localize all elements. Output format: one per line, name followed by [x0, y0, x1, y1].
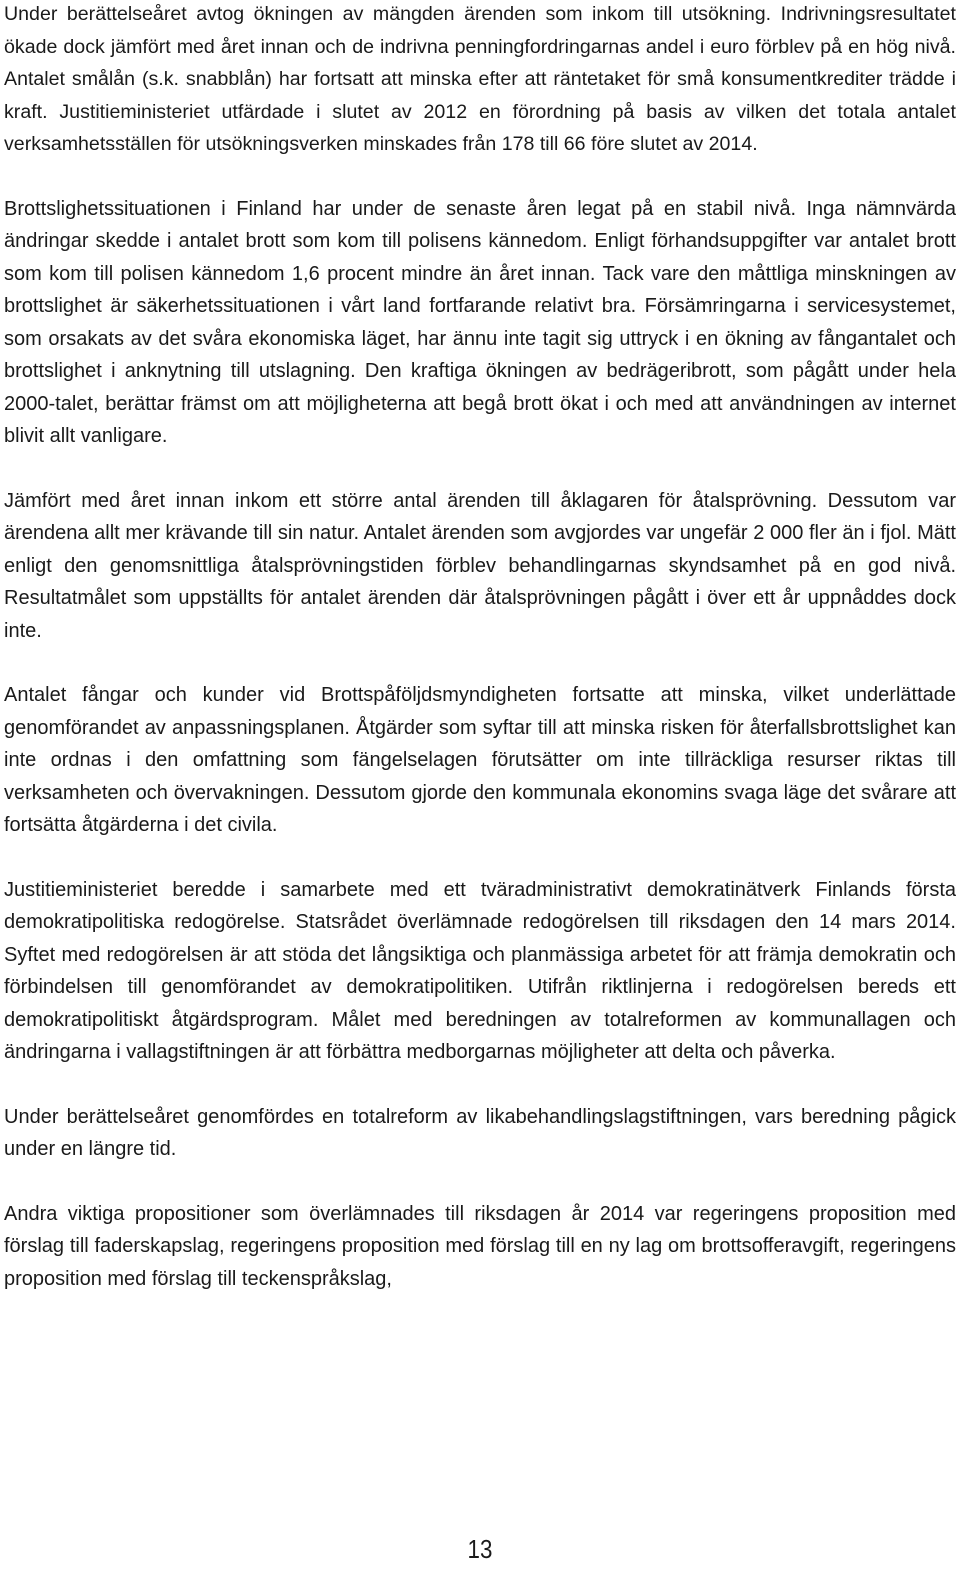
- paragraph-prosecution: Jämfört med året innan inkom ett större antal ärenden till åklagaren för åtalsprövning. Dessutom var ärendena allt mer krävande till sin natur. Antalet ärenden som avgjordes var ungefär 2 000 fler än i fjol. Mätt enligt den genomsnittliga åtalsprövningstiden förblev behandlingarnas skyndsamhet på en god nivå. Resultatmålet som uppställts för antalet ärenden där åtalsprövningen pågått i över ett år uppnåddes dock inte.: [4, 489, 956, 642]
- paragraph-democracy: Justitieministeriet beredde i samarbete med ett tväradministrativt demokratinätverk Finlands första demokratipolitiska redogörelse. Statsrådet överlämnade redogörelsen till riksdagen den 14 mars 2014. Syftet med redogörelsen är att stöda det långsiktiga och planmässiga arbetet för att främja demokratin och förbindelsen till genomförandet av demokratipolitiken. Utifrån riktlinjerna i redogörelsen bereds ett demokratipolitiskt åtgärdsprogram. Målet med beredningen av totalreformen av kommunallagen och ändringarna i vallagstiftningen är att förbättra medborgarnas möjligheter att delta och påverka.: [4, 878, 956, 1063]
- page-number: 13: [467, 1534, 493, 1564]
- paragraph-propositions: Andra viktiga propositioner som överlämnades till riksdagen år 2014 var regeringens proposition med förslag till faderskapslag, regeringens proposition med förslag till en ny lag om brottsofferavgift, regeringens proposition med förslag till teckenspråkslag,: [4, 1202, 956, 1290]
- paragraph-equality-law: Under berättelseåret genomfördes en totalreform av likabehandlingslagstiftningen, vars beredning pågick under en längre tid.: [4, 1105, 956, 1160]
- paragraph-enforcement: Under berättelseåret avtog ökningen av mängden ärenden som inkom till utsökning. Indrivningsresultatet ökade dock jämfört med året innan och de indrivna penningfordringarnas andel i euro förblev på en hög nivå. Antalet smålån (s.k. snabblån) har fortsatt att minska efter att räntetaket för små konsumentkrediter trädde i kraft. Justitieministeriet utfärdade i slutet av 2012 en förordning på basis av vilken det totala antalet verksamhetsställen för utsökningsverken minskades från 178 till 66 före slutet av 2014.: [4, 3, 956, 155]
- paragraph-prisoners: Antalet fångar och kunder vid Brottspåföljdsmyndigheten fortsatte att minska, vilket underlättade genomförandet av anpassningsplanen. Åtgärder som syftar till att minska risken för återfallsbrottslighet kan inte ordnas i den omfattning som fängelselagen förutsätter om inte tillräckliga resurser riktas till verksamheten och övervakningen. Dessutom gjorde den kommunala ekonomins svaga läge det svårare att fortsätta åtgärderna i det civila.: [4, 684, 956, 836]
- document-body: [4, 0, 956, 1295]
- document-page: [4, 0, 956, 1570]
- paragraph-crime-situation: Brottslighetssituationen i Finland har under de senaste åren legat på en stabil nivå. Inga nämnvärda ändringar skedde i antalet brott som kom till polisens kännedom. Enligt förhandsuppgifter var antalet brott som kom till polisen kännedom 1,6 procent mindre än året innan. Tack vare den måttliga minskningen av brottslighet är säkerhetssituationen i vårt land fortfarande relativt bra. Försämringarna i servicesystemet, som orsakats av det svåra ekonomiska läget, har ännu inte tagit sig uttryck i en ökning av fångantalet och brottslighet i anknytning till utslagning. Den kraftiga ökningen av bedrägeribrott, som pågått under hela 2000-talet, berättar främst om att möjligheterna att begå brott ökat i och med att användningen av internet blivit allt vanligare.: [4, 197, 956, 447]
